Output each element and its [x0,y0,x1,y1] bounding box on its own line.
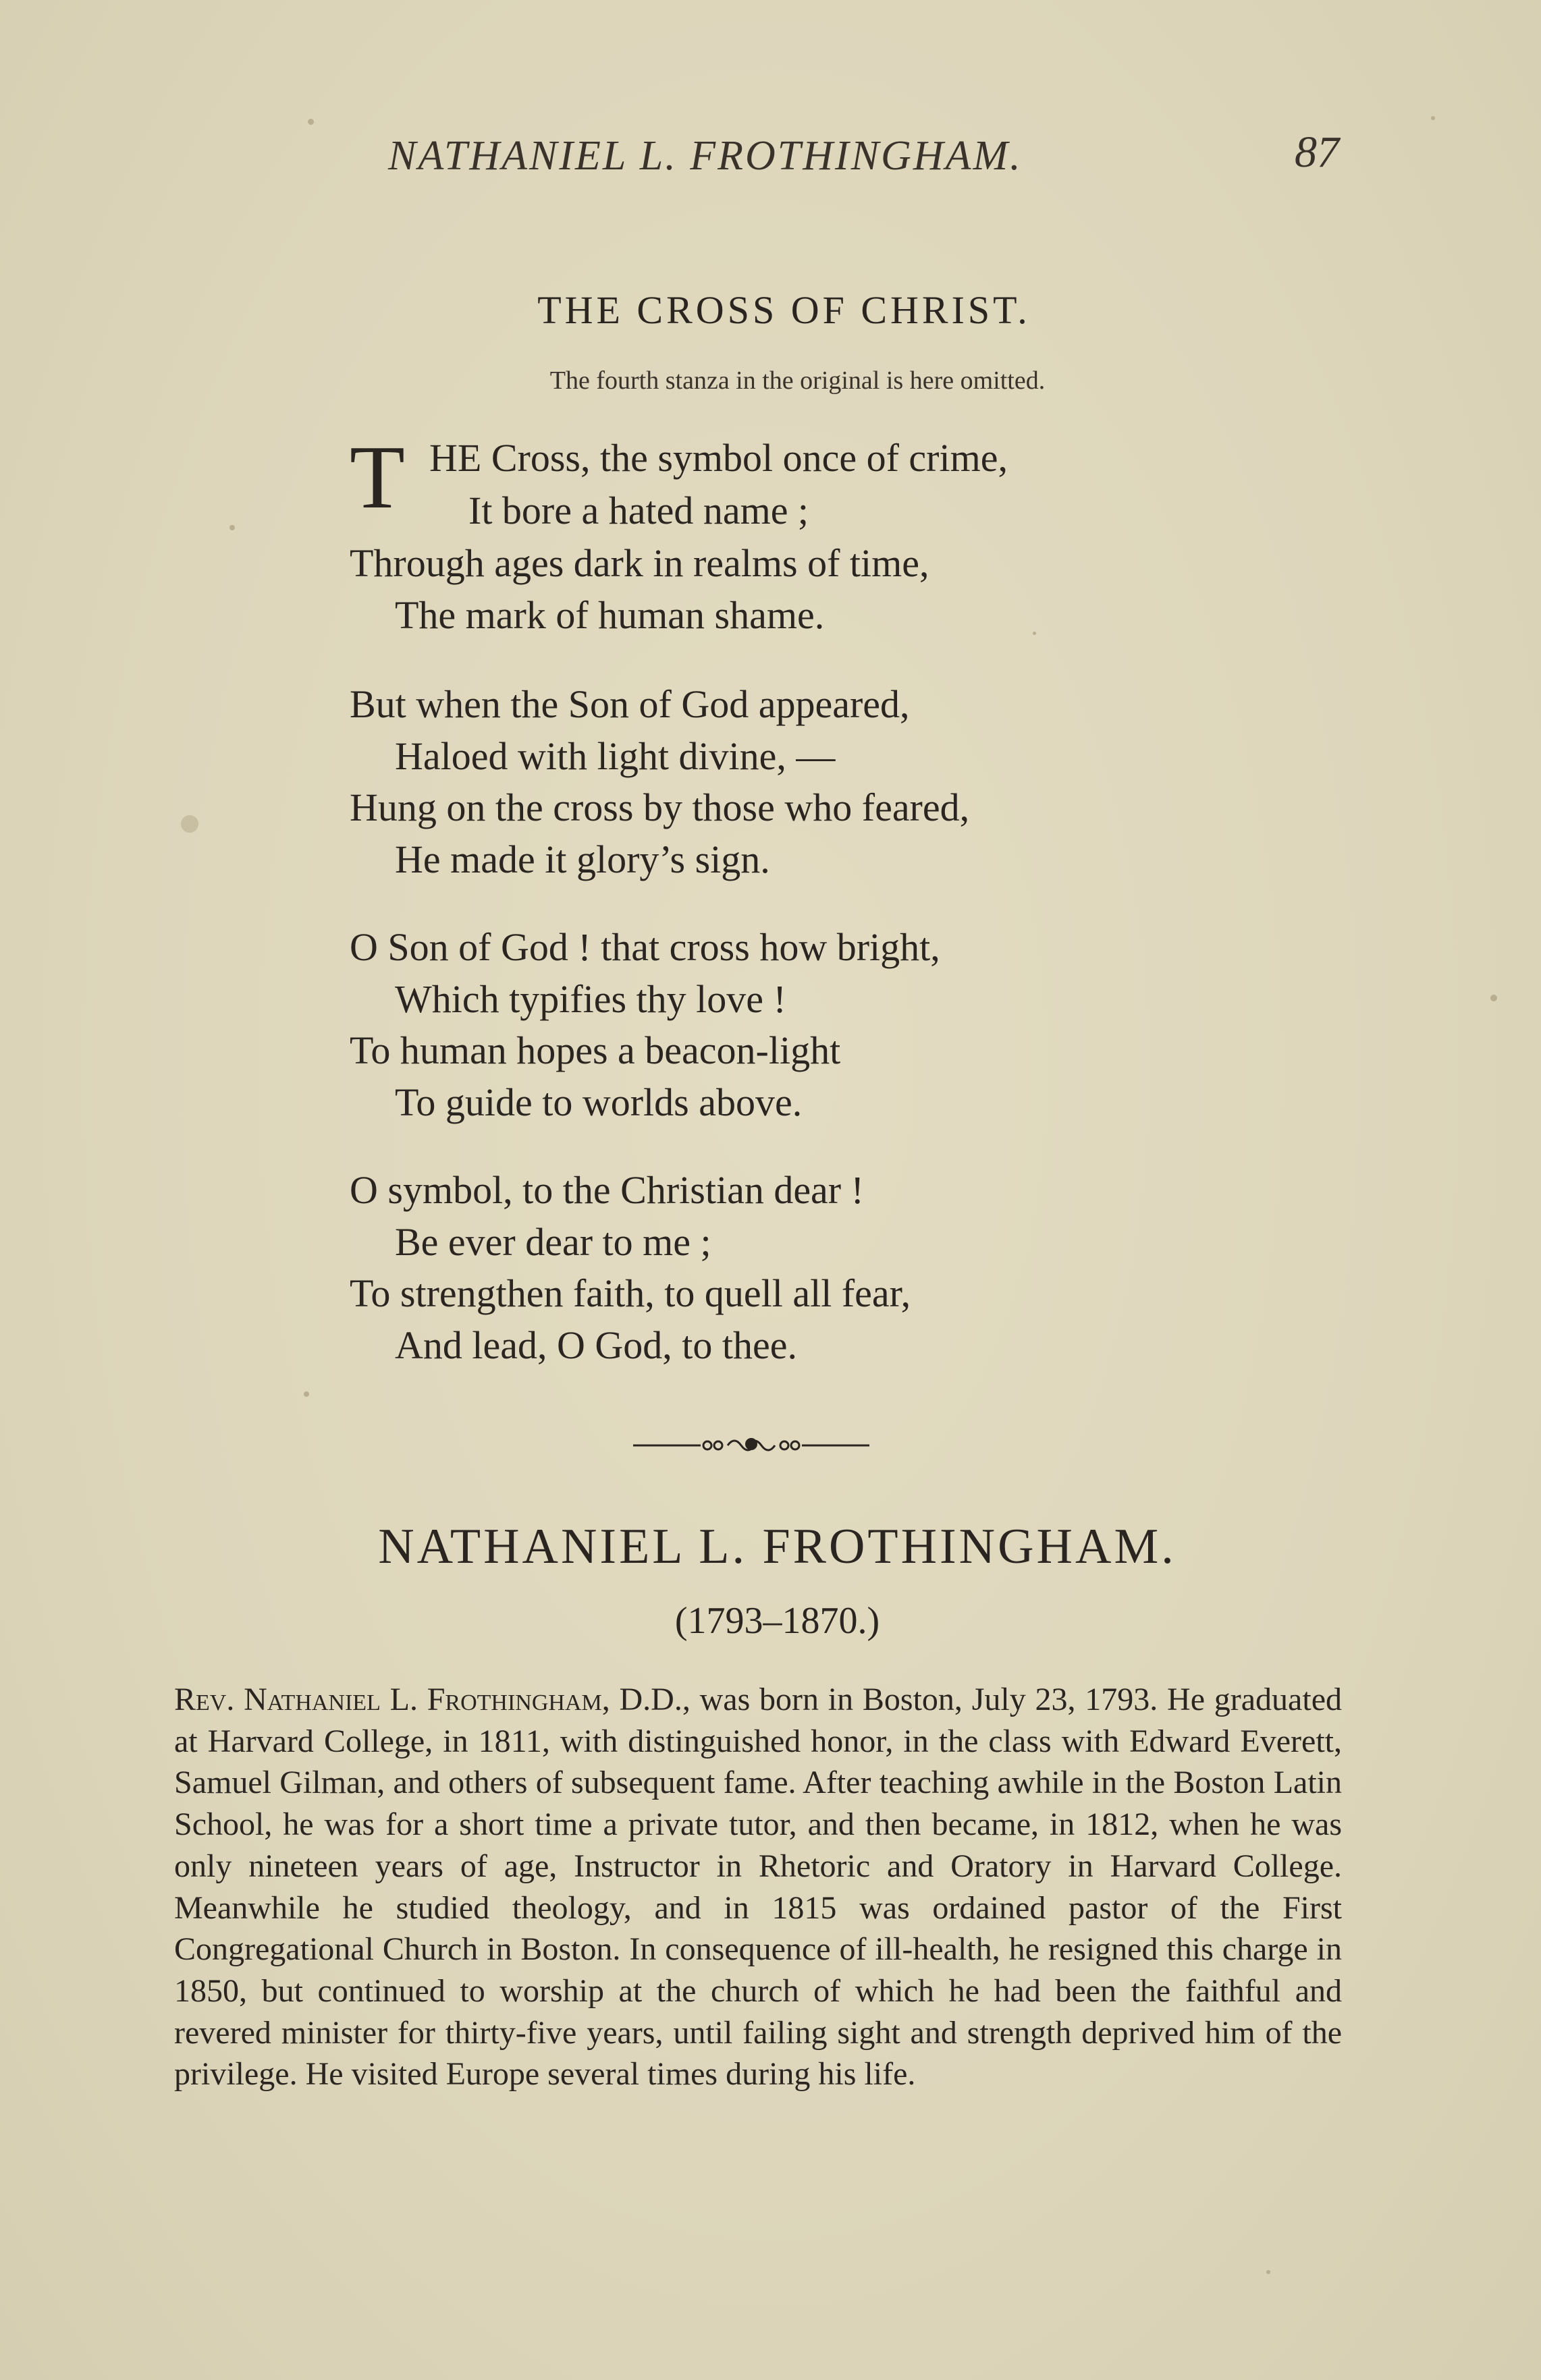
ornamental-divider [633,1432,869,1459]
poem-line: HE Cross, the symbol once of crime, [429,436,1008,480]
poem-line: It bore a hated name ; [468,489,809,532]
poem-line: Haloed with light divine, — [395,734,836,778]
biography-body: , was born in Boston, July 23, 1793. He graduated at Harvard College, in 1811, with distinguished honor, in the class with Edward Everett, Samuel Gilman, and others of subsequent fame. After teaching awhile in the Boston Latin School, he was for a short time a private tutor, and then became, in 1812, when he was only nineteen years of age, Instructor in Rhetoric and Oratory in Harvard College. Meanwhile he studied theology, and in 1815 was ordained pastor of the First Congregational Church in Boston. In consequence of ill-health, he resigned this charge in 1850, but continued to worship at the church of which he had been the faithful and revered minister for thirty-five years, until failing sight and strength deprived him of the privilege. He visited Europe several times during his life. [174,1682,1343,2093]
biography-paragraph [174,1679,1342,2095]
poem-line: He made it glory’s sign. [395,837,770,881]
poem-line: To guide to worlds above. [395,1080,803,1124]
paper-speck [308,119,314,125]
paper-speck [1033,632,1036,635]
paper-speck [1490,995,1497,1001]
poem-line: Which typifies thy love ! [395,977,786,1021]
biography-dates: (1793–1870.) [674,1600,880,1642]
biography-heading: NATHANIEL L. FROTHINGHAM. [378,1519,1177,1574]
poem-line: O Son of God ! that cross how bright, [350,925,940,969]
page-number: 87 [1295,128,1339,177]
running-title: NATHANIEL L. FROTHINGHAM. [388,133,1023,179]
paper-speck [181,815,198,833]
paper-speck [1266,2270,1270,2274]
poem-line: The mark of human shame. [395,593,825,637]
poem-line: Be ever dear to me ; [395,1220,711,1264]
paper-speck [229,525,235,530]
paper-speck [1431,116,1435,120]
poem-line: To strengthen faith, to quell all fear, [350,1271,911,1315]
poem-line: To human hopes a beacon-light [350,1028,841,1072]
poem-line: And lead, O God, to thee. [395,1323,797,1367]
paper-speck [304,1391,309,1397]
drop-cap: T [350,427,405,527]
biography-lead-name: Rev. Nathaniel L. Frothingham, D.D. [174,1682,682,1717]
poem-line: But when the Son of God appeared, [350,682,910,726]
poem-line: O symbol, to the Christian dear ! [350,1168,864,1212]
poem-title: THE CROSS OF CHRIST. [537,288,1031,332]
poem-line: Hung on the cross by those who feared, [350,785,970,829]
poem-note: The fourth stanza in the original is here omitted. [549,366,1046,395]
poem-line: Through ages dark in realms of time, [350,541,929,585]
